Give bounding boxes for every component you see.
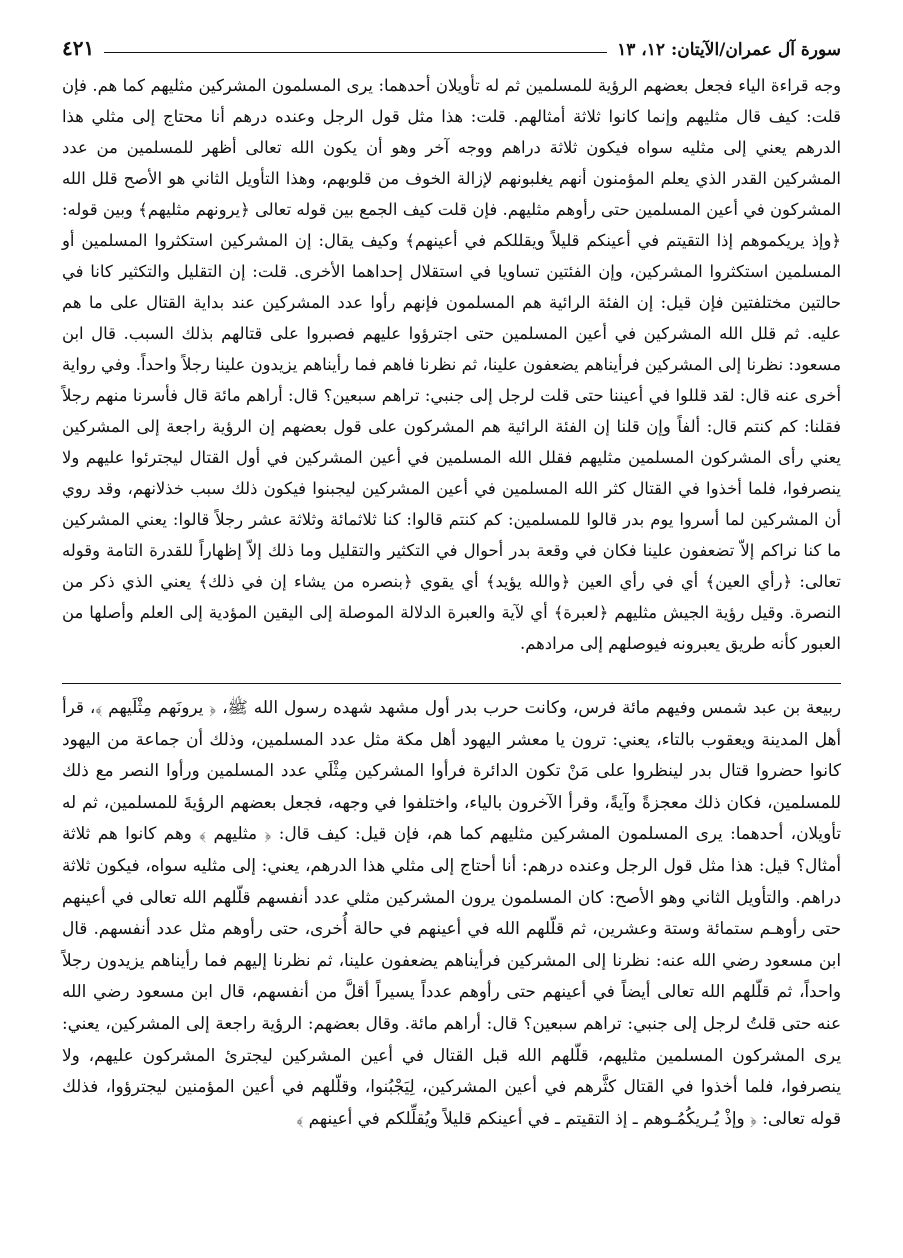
lower-paragraph: ربيعة بن عبد شمس وفيهم مائة فرس، وكانت حرب بدر أول مشهد شهده رسول الله ﷺ، ﴿ يرونَهم مِثْلَيهم ﴾، قرأ أهل المدينة ويعقوب بالتاء، يعني: ترون يا معشر اليهود أهل مكة مثل عدد المسلمين، وذلك أن جماعة من اليهود كانوا حضروا قتال بدر لينظروا على مَنْ تكون الدائرة فرأوا المشركين مِثْلَي عدد المسلمين ورأوا النصر مع ذلك للمسلمين، فكان ذلك معجزةً وآيةً، وقرأ الآخرون بالياء، واختلفوا في وجهه، فجعل بعضهم الرؤيةَ للمسلمين، ثم له تأويلان، أحدهما: يرى المسلمون المشركين مثليهم كما هم، فإن قيل: كيف قال: ﴿ مثليهم ﴾ وهم كانوا هم ثلاثة أمثال؟ قيل: هذا مثل قول الرجل وعنده درهم: أنا أحتاج إلى مثلي هذا الدرهم، يعني: إلى مثليه سواه، فيكون ثلاثة دراهم. والتأويل الثاني وهو الأصح: كان المسلمون يرون المشركين مثلي عدد أنفسهم قلّلهم الله تعالى في أعينهم حتى رأوهـم ستمائة وستة وعشرين، ثم قلّلهم الله في أعينهم في حالة أُخرى، حتى رأوهم مثل عدد أنفسهم. قال ابن مسعود رضي الله عنه: نظرنا إلى المشركين فرأيناهم يضعفون علينا، ثم نظرنا إليهم فما رأيناهم يزيدون رجلاً واحداً، ثم قلّلهم الله تعالى أيضاً في أعينهم حتى رأوهم عدداً يسيراً أقلَّ من أنفسهم، قال ابن مسعود رضي الله عنه حتى قلتُ لرجل إلى جنبي: تراهم سبعين؟ قال: أراهم مائة. وقال بعضهم: الرؤية راجعة إلى المشركين، يعني: يرى المشركون المسلمين مثليهم، قلّلهم الله قبل القتال في أعين المشركين ليجترئ المشركون عليهم، ولا ينصرفوا، فلما أخذوا في القتال كثَّرهم في أعين المشركين، لِيَجْبُنوا، وقلّلهم في أعين المؤمنين ليجترؤوا، فذلك قوله تعالى: ﴿ وإذْ يُـريكُمُـوهم ـ إذ التقيتم ـ في أعينكم قليلاً ويُقلِّلكم في أعينهم ﴾ [62, 697, 841, 1128]
page-number: ٤٢١ [62, 36, 95, 60]
section-divider [62, 683, 841, 684]
running-title: سورة آل عمران/الآيتان: ١٢، ١٣ [617, 40, 841, 60]
header-rule [104, 52, 607, 53]
lower-commentary [62, 692, 841, 1134]
upper-paragraph: وجه قراءة الياء فجعل بعضهم الرؤية للمسلمين ثم له تأويلان أحدهما: يرى المسلمون المشركين مثليهم كما هم. فإن قلت: كيف قال مثليهم وإنما كانوا ثلاثة أمثالهم. قلت: هذا مثل قول الرجل وعنده درهم أنا محتاج إلى مثلي هذا الدرهم يعني إلى مثليه سواه فيكون ثلاثة دراهم ووجه آخر وهو أن يكون الله تعالى أظهر للمسلمين من عدد المشركين القدر الذي يعلم المؤمنون أنهم يغلبونهم لإزالة الخوف من قلوبهم، وهذا التأويل الثاني هو الأصح قلل الله المشركون في أعين المسلمين حتى رأوهم مثليهم. فإن قلت كيف الجمع بين قوله تعالى ﴿يرونهم مثليهم﴾ وبين قوله: ﴿وإذ يريكموهم إذا التقيتم في أعينكم قليلاً ويقللكم في أعينهم﴾ وكيف يقال: إن المشركين استكثروا المسلمين أو المسلمين استكثروا المشركين، وإن الفئتين تساويا في استقلال إحداهما الأخرى. قلت: إن التقليل والتكثير كانا في حالتين مختلفتين فإن قيل: إن الفئة الرائية هم المسلمون فإنهم رأوا عدد المشركين عند بداية القتال على ما هم عليه. ثم قلل الله المشركين في أعين المسلمين حتى اجترؤوا عليهم فصبروا على قتالهم بذلك السبب. قال ابن مسعود: نظرنا إلى المشركين فرأيناهم يضعفون علينا، ثم نظرنا فاهم فما رأيناهم يزيدون علينا رجلاً واحداً. وفي رواية أخرى عنه قال: لقد قللوا في أعيننا حتى قلت لرجل إلى جنبي: تراهم سبعين؟ قال: أراهم مائة قال فأسرنا منهم رجلاً فقلنا: كم كنتم قال: ألفاً وإن قلنا إن الفئة الرائية هم المشركون على قول بعضهم إن الرؤية راجعة إلى المشركين يعني رأى المشركون المسلمين مثليهم فقلل الله المسلمين في أعين المشركين في أول القتال ليجترئوا عليهم ولا ينصرفوا، فلما أخذوا في القتال كثر الله المسلمين في أعين المشركين ليجبنوا فيكون ذلك سبب خذلانهم، وقد روي أن المشركين لما أسروا يوم بدر قالوا للمسلمين: كم كنتم قالوا: كنا ثلاثمائة وثلاثة عشر رجلاً قالوا: يعني المشركين ما كنا نراكم إلاّ تضعفون علينا فكان في وقعة بدر أحوال في التكثير والتقليل وما ذلك إلاّ إظهاراً للقدرة التامة وقوله تعالى: ﴿رأي العين﴾ أي في رأي العين ﴿والله يؤيد﴾ أي يقوي ﴿بنصره من يشاء إن في ذلك﴾ يعني الذي ذكر من النصرة. وقيل رؤية الجيش مثليهم ﴿لعبرة﴾ أي لآية والعبرة الدلالة الموصلة إلى اليقين المؤدية إلى العلم وأصلها من العبور كأنه طريق يعبرونه فيوصلهم إلى مرادهم. [62, 76, 841, 653]
running-header [62, 24, 841, 60]
upper-commentary [62, 70, 841, 659]
